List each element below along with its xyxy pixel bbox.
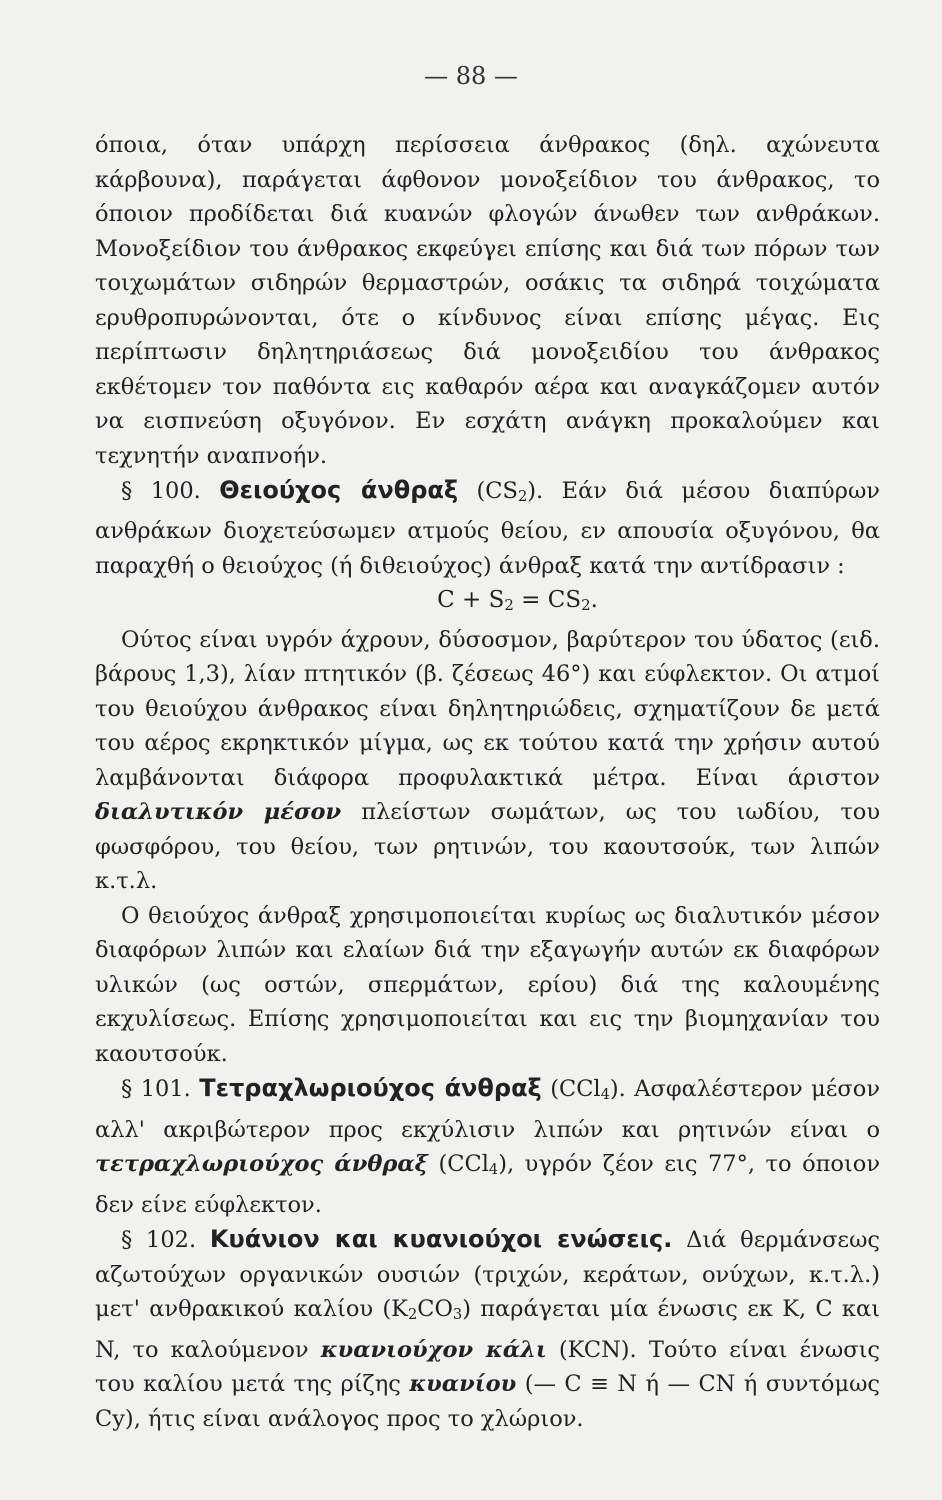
emphasis-term: τετραχλωριούχος άνθραξ xyxy=(95,1151,428,1178)
emphasis-term: κυανίου xyxy=(409,1371,517,1398)
section-100-formula: $(CS_2)$. xyxy=(476,478,544,505)
body-text xyxy=(95,128,880,1436)
paragraph-continuation: όποια, όταν υπάρχη περίσσεια άνθρακος (δηλ. αχώνευτα κάρβουνα), παράγεται άφθονον μονοξείδιον του άνθρακος, το όποιον προδίδεται διά κυανών φλογών άνωθεν των ανθράκων. Μονοξείδιον του άνθρακος εκφεύγει επίσης και διά των πόρων των τοιχωμάτων σιδηρών θερμαστρών, οσάκις τα σιδηρά τοιχώματα ερυθροπυρώνονται, ότε ο κίνδυνος είναι επίσης μέγας. Εις περίπτωσιν δηλητηριάσεως διά μονοξειδίου του άνθρακος εκθέτομεν τον παθόντα εις καθαρόν αέρα και αναγκάζομεν αυτόν να εισπνεύση οξυγόνον. Εν εσχάτη ανάγκη προκαλούμεν και τεχνητήν αναπνοήν. xyxy=(95,132,880,469)
section-100-number: § 100. xyxy=(121,478,201,504)
section-101-formula: (CCl$_4$). xyxy=(550,1076,626,1104)
section-100-paragraph-3: Ο θειούχος άνθραξ χρησιμοποιείται κυρίως ως διαλυτικόν μέσον διαφόρων λιπών και ελαίων διά την εξαγωγήν αυτών εκ διαφόρων υλικών (ως οστών, σπερμάτων, ερίου) διά της καλουμένης εκχυλίσεως. Επίσης χρησιμοποιείται και εις την βιομηχανίαν του καουτσούκ. xyxy=(95,902,880,1067)
page-number: — 88 — xyxy=(424,62,518,90)
section-102-title: Κυάνιον και κυανιούχοι ενώσεις. xyxy=(209,1225,673,1254)
section-100-title: Θειούχος άνθραξ xyxy=(219,476,459,504)
section-100-paragraph-2: Ούτος είναι υγρόν άχρουν, δύσοσμον, βαρύτερον του ύδατος (ειδ. βάρους 1,3), λίαν πτητικόν (β. ζέσεως 46°) και εύφλεκτον. Οι ατμοί του θειούχου άνθρακος είναι δηλητηριώδεις, σχηματίζουν δε μετά του αέρος εκρηκτικόν μίγμα, ως εκ τούτου κατά την χρήσιν αυτού λαμβάνονται διάφορα προφυλακτικά μέτρα. Είναι άριστον διαλυτικόν μέσον πλείστων σωμάτων, ως του ιωδίου, του φωσφόρου, του θείου, των ρητινών, του καουτσούκ, των λιπών κ.τ.λ. xyxy=(95,626,881,895)
chemical-equation: $C + S_2 = CS_2$. xyxy=(437,587,598,615)
section-101: § 101. Τετραχλωριούχος άνθραξ (CCl$_4$). Ασφαλέστερον μέσον αλλ' ακριβώτερον προς εκχύλισιν λιπών και ρητινών είναι ο τετραχλωριούχος άνθραξ (CCl$_4$), υγρόν ζέον εις 77°, το όποιον δεν είνε εύφλεκτον. xyxy=(95,1074,880,1218)
emphasis-term: κυανιούχον κάλι xyxy=(320,1336,547,1363)
section-101-title: Τετραχλωριούχος άνθραξ xyxy=(199,1074,542,1103)
section-100 xyxy=(95,473,880,583)
section-100-text: Εάν διά μέσου διαπύρων ανθράκων διοχετεύσωμεν ατμούς θείου, εν απουσία οξυγόνου, θα παραχθή ο θειούχος (ή διθειούχος) άνθραξ κατά την αντίδρασιν : xyxy=(95,478,880,579)
section-102: § 102. Κυάνιον και κυανιούχοι ενώσεις. Διά θερμάνσεως αζωτούχων οργανικών ουσιών (τριχών, κεράτων, ονύχων, κ.τ.λ.) μετ' ανθρακικού καλίου $(K_2CO_3)$ παράγεται μία ένωσις εκ K, C και N, το καλούμενον κυανιούχον κάλι (KCN). Τούτο είναι ένωσις του καλίου μετά της ρίζης κυανίου (— C ≡ N ή — CN ή συντόμως Cy), ήτις είναι ανάλογος προς το χλώριον. xyxy=(95,1225,881,1432)
section-102-number: § 102. xyxy=(121,1227,197,1254)
emphasis-term: διαλυτικόν μέσον xyxy=(95,799,342,826)
section-101-number: § 101. xyxy=(121,1076,191,1103)
